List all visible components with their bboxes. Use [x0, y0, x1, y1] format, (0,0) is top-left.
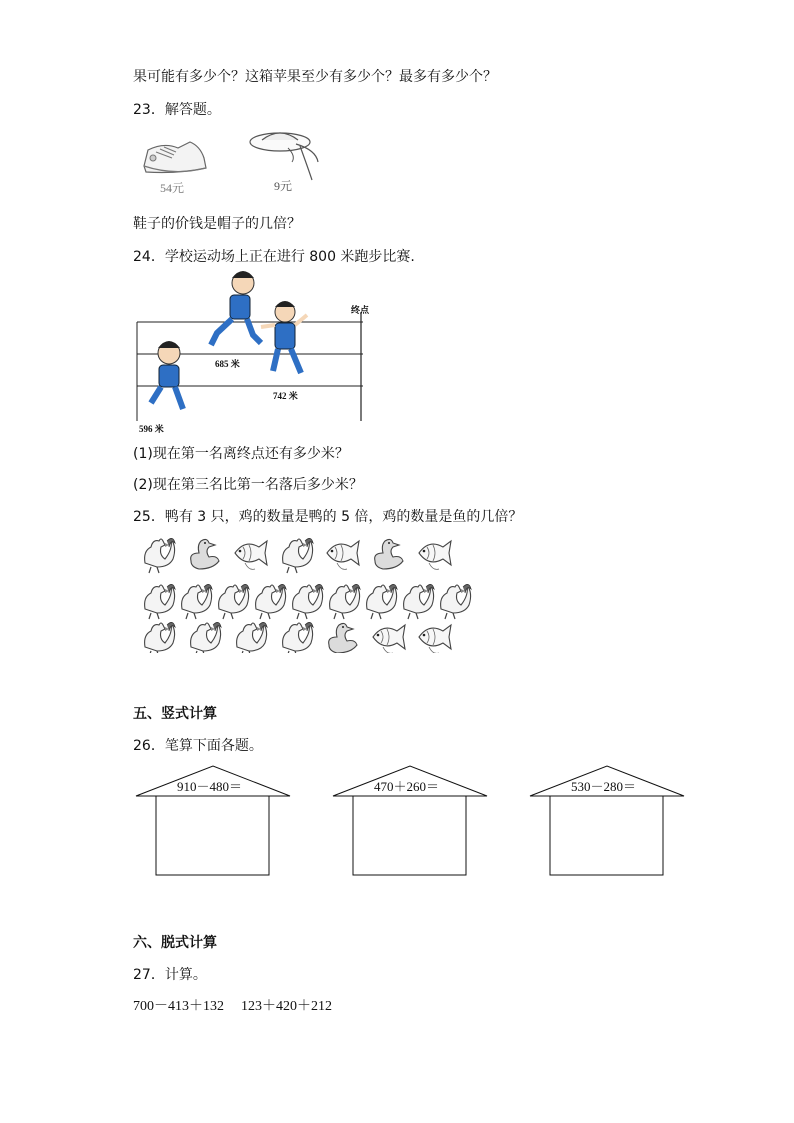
q23-question: 鞋子的价钱是帽子的几倍？ — [133, 216, 301, 232]
calc-expression: 470＋260＝ — [374, 779, 440, 794]
fish-icon — [235, 541, 267, 569]
calc-expression: 910－480＝ — [177, 779, 243, 794]
rooster-icon — [219, 584, 249, 619]
rooster-icon — [182, 584, 212, 619]
section6-heading: 六、脱式计算 — [133, 935, 217, 951]
rooster-icon — [293, 584, 323, 619]
runner-third — [151, 341, 183, 409]
rooster-icon — [283, 622, 313, 653]
calc-house — [333, 766, 487, 875]
q25-title: 25．鸭有 3 只，鸡的数量是鸭的 5 倍，鸡的数量是鱼的几倍？ — [133, 509, 523, 525]
q27-title: 27．计算。 — [133, 967, 207, 983]
rooster-icon — [330, 584, 360, 619]
calc-expression: 530－280＝ — [571, 779, 637, 794]
q26-title: 26．笔算下面各题。 — [133, 738, 263, 754]
rooster-icon — [441, 584, 471, 619]
rooster-icon — [191, 622, 221, 653]
runner-c-distance: 596 米 — [139, 424, 164, 434]
q24-sub2: (2)现在第三名比第一名落后多少米？ — [133, 477, 363, 493]
hat-price: 9元 — [274, 179, 293, 193]
rooster-icon — [256, 584, 286, 619]
animal-grid — [133, 533, 483, 653]
q23-title: 23．解答题。 — [133, 102, 221, 118]
rooster-icon — [145, 538, 175, 573]
runner-b-distance: 742 米 — [273, 391, 298, 401]
fish-icon — [373, 625, 405, 653]
rooster-icon — [404, 584, 434, 619]
shoe-illustration — [138, 128, 218, 198]
calc-house — [530, 766, 684, 875]
fish-icon — [327, 541, 359, 569]
q27-expression-1: 700－413＋132 — [133, 999, 224, 1014]
duck-icon — [375, 539, 403, 569]
houses-svg — [130, 765, 700, 880]
rooster-icon — [145, 622, 175, 653]
finish-label: 终点 — [351, 305, 370, 315]
q24-title: 24．学校运动场上正在进行 800 米跑步比赛. — [133, 249, 415, 265]
rooster-icon — [283, 538, 313, 573]
vertical-calculation-area — [130, 765, 700, 880]
rooster-icon — [237, 622, 267, 653]
animal-grid-svg — [133, 533, 483, 653]
fish-icon — [419, 625, 451, 653]
q24-sub1: (1)现在第一名离终点还有多少米？ — [133, 446, 349, 462]
runner-second — [211, 271, 261, 345]
calc-house — [136, 766, 290, 875]
section5-heading: 五、竖式计算 — [133, 706, 217, 722]
shoe-price: 54元 — [160, 181, 185, 195]
q22-text: 果可能有多少个？这箱苹果至少有多少个？最多有多少个？ — [133, 69, 497, 85]
q27-expression-2: 123＋420＋212 — [241, 999, 332, 1014]
duck-icon — [329, 623, 357, 653]
duck-icon — [191, 539, 219, 569]
rooster-icon — [367, 584, 397, 619]
race-track-diagram — [135, 265, 375, 435]
runner-a-distance: 685 米 — [215, 359, 240, 369]
hat-illustration — [246, 128, 328, 194]
fish-icon — [419, 541, 451, 569]
runner-first — [261, 301, 307, 373]
rooster-icon — [145, 584, 175, 619]
